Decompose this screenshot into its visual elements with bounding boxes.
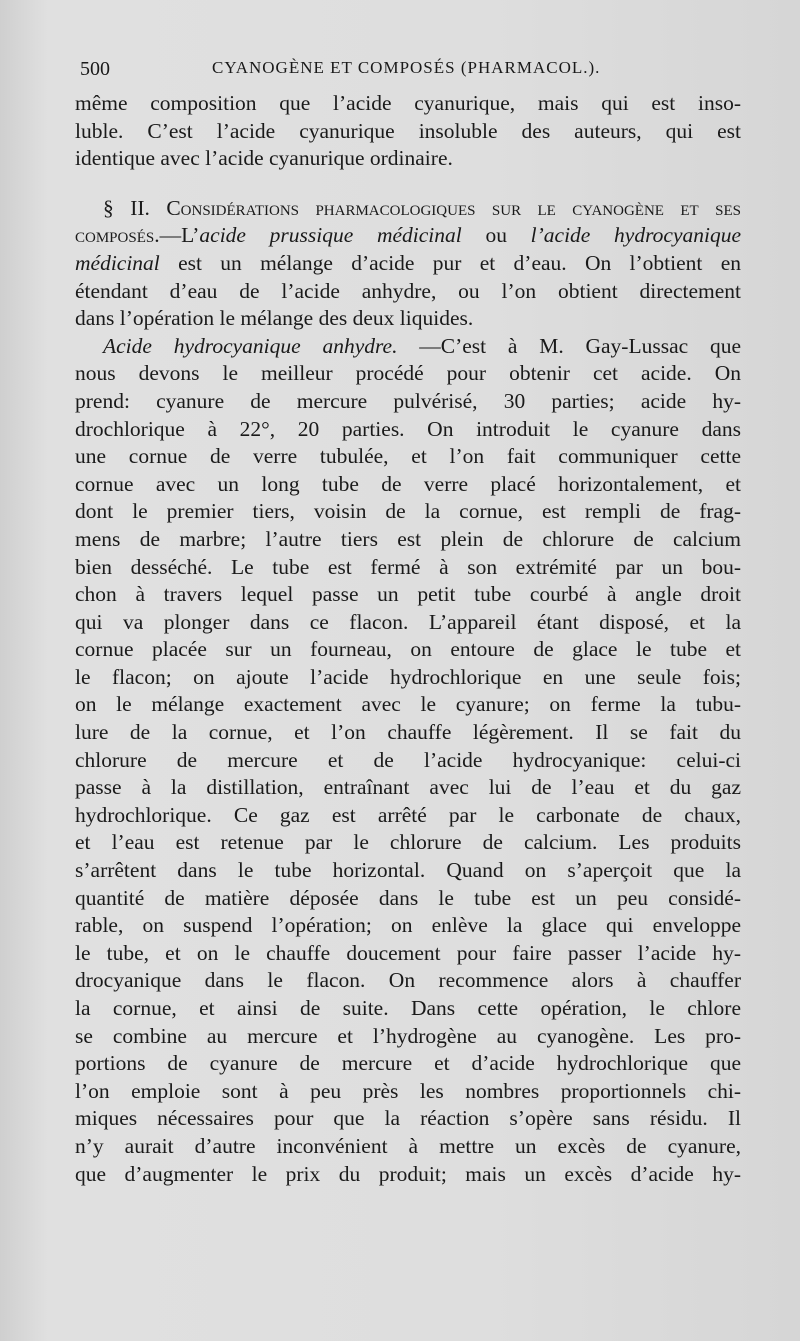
text-line: dans l’opération le mélange des deux liquides.: [75, 306, 474, 331]
text-line: s’arrêtent dans le tube horizontal. Quand on s’aperçoit que la: [75, 858, 741, 883]
page-header: [80, 58, 740, 88]
running-head: CYANOGÈNE ET COMPOSÉS (PHARMACOL.).: [212, 58, 601, 77]
italic-term: acide prussique médicinal: [199, 223, 462, 248]
text-line: bien desséché. Le tube est fermé à son extrémité par un bou-: [75, 554, 741, 579]
text-line: luble. C’est l’acide cyanurique insoluble des auteurs, qui est: [75, 118, 741, 143]
text-line: rable, on suspend l’opération; on enlève la glace qui enveloppe: [75, 913, 741, 938]
text-line: passe à la distillation, entraînant avec lui de l’eau et du gaz: [75, 775, 741, 800]
text-line: portions de cyanure de mercure et d’acide hydrochlorique que: [75, 1051, 741, 1076]
paragraph-gap: [75, 173, 741, 195]
italic-term: l’acide hydrocyanique: [530, 223, 742, 248]
text-line: le tube, et on le chauffe doucement pour faire passer l’acide hy-: [75, 940, 741, 965]
italic-term: médicinal: [75, 250, 160, 275]
text-line: lure de la cornue, et l’on chauffe légèrement. Il se fait du: [75, 720, 741, 745]
section-heading-cont: composés.—L’: [75, 223, 200, 248]
text-line: drochlorique à 22°, 20 parties. On introduit le cyanure dans: [75, 416, 741, 441]
text-line: mens de marbre; l’autre tiers est plein de chlorure de calcium: [75, 526, 741, 551]
text-line: se combine au mercure et l’hydrogène au cyanogène. Les pro-: [75, 1023, 741, 1048]
text-line: n’y aurait d’autre inconvénient à mettre un excès de cyanure,: [75, 1133, 741, 1158]
text-line: prend: cyanure de mercure pulvérisé, 30 parties; acide hy-: [75, 388, 741, 413]
page-number: 500: [80, 58, 110, 80]
paragraph: [75, 360, 741, 1188]
text-line: le flacon; on ajoute l’acide hydrochlorique en une seule fois;: [75, 664, 741, 689]
text-line: nous devons le meilleur procédé pour obtenir cet acide. On: [75, 361, 741, 386]
text-line: cornue avec un long tube de verre placé horizontalement, et: [75, 471, 741, 496]
text-line: [75, 333, 741, 361]
text-line: hydrochlorique. Ce gaz est arrêté par le carbonate de chaux,: [75, 802, 741, 827]
text-line: quantité de matière déposée dans le tube est un peu considé-: [75, 885, 741, 910]
text-line: identique avec l’acide cyanurique ordinaire.: [75, 146, 453, 171]
text-line: miques nécessaires pour que la réaction s’opère sans résidu. Il: [75, 1106, 741, 1131]
text-line: l’on emploie sont à peu près les nombres proportionnels chi-: [75, 1078, 741, 1103]
text-line: [75, 250, 741, 278]
text-fragment: est un mélange d’acide pur et d’eau. On l’obtient en: [159, 250, 741, 275]
text-line: et l’eau est retenue par le chlorure de calcium. Les produits: [75, 830, 741, 855]
italic-heading: Acide hydrocyanique anhydre.: [103, 333, 398, 358]
text-line: la cornue, et ainsi de suite. Dans cette opération, le chlore: [75, 996, 741, 1020]
text-fragment: —C’est à M. Gay-Lussac que: [397, 333, 741, 358]
text-line: chon à travers lequel passe un petit tube courbé à angle droit: [75, 582, 741, 607]
text-line: qui va plonger dans ce flacon. L’appareil étant disposé, et la: [75, 609, 741, 634]
body-text: [75, 90, 741, 1188]
text-line: on le mélange exactement avec le cyanure; on ferme la tubu-: [75, 692, 741, 717]
section-heading: § II. Considérations pharmacologiques sur le cyanogène et ses: [103, 195, 741, 220]
text-line: une cornue de verre tubulée, et l’on fait communiquer cette: [75, 444, 741, 469]
text-fragment: ou: [461, 223, 531, 248]
text-line: même composition que l’acide cyanurique, mais qui est inso-: [75, 91, 741, 115]
text-line: [75, 222, 741, 250]
text-line: dont le premier tiers, voisin de la cornue, est rempli de frag-: [75, 499, 741, 524]
text-line: étendant d’eau de l’acide anhydre, ou l’on obtient directement: [75, 278, 741, 303]
text-line: cornue placée sur un fourneau, on entoure de glace le tube et: [75, 637, 741, 662]
text-line: drocyanique dans le flacon. On recommence alors à chauffer: [75, 968, 741, 993]
text-line: que d’augmenter le prix du produit; mais un excès d’acide hy-: [75, 1161, 741, 1186]
text-line: chlorure de mercure et de l’acide hydrocyanique: celui-ci: [75, 747, 741, 772]
